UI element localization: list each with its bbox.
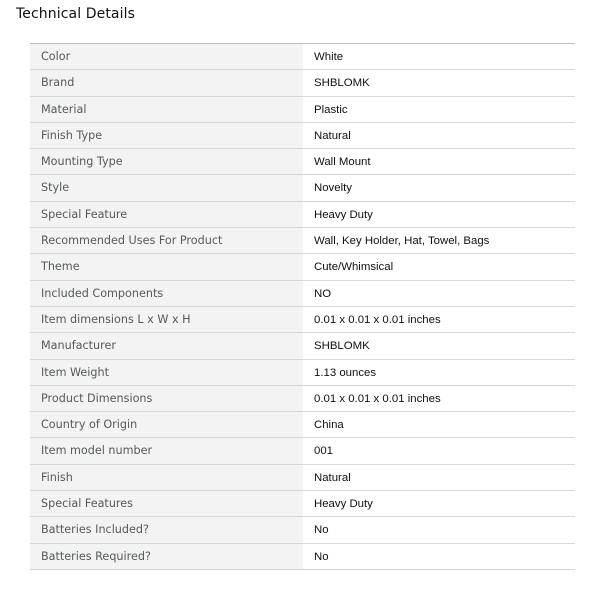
spec-label: Included Components: [30, 281, 303, 306]
spec-row-color: [30, 44, 575, 70]
spec-value: Heavy Duty: [303, 491, 575, 516]
spec-row-item-dimensions: [30, 307, 575, 333]
spec-label: Product Dimensions: [30, 386, 303, 411]
spec-label: Finish Type: [30, 123, 303, 148]
spec-row-product-dimensions: [30, 386, 575, 412]
spec-label: Special Feature: [30, 202, 303, 227]
spec-value: 0.01 x 0.01 x 0.01 inches: [303, 386, 575, 411]
spec-row-country-of-origin: [30, 412, 575, 438]
spec-row-batteries-required: [30, 544, 575, 570]
spec-row-batteries-included: [30, 517, 575, 543]
spec-label: Color: [30, 44, 303, 69]
spec-value: Cute/Whimsical: [303, 254, 575, 279]
technical-details-table: [30, 43, 575, 570]
spec-value: Plastic: [303, 97, 575, 122]
spec-label: Item dimensions L x W x H: [30, 307, 303, 332]
spec-value: China: [303, 412, 575, 437]
spec-row-material: [30, 97, 575, 123]
spec-row-finish-type: [30, 123, 575, 149]
spec-value: Natural: [303, 465, 575, 490]
spec-label: Recommended Uses For Product: [30, 228, 303, 253]
spec-value: Wall, Key Holder, Hat, Towel, Bags: [303, 228, 575, 253]
spec-row-included-components: [30, 281, 575, 307]
spec-value: Heavy Duty: [303, 202, 575, 227]
spec-row-manufacturer: [30, 333, 575, 359]
spec-value: Natural: [303, 123, 575, 148]
spec-row-special-feature: [30, 202, 575, 228]
spec-row-brand: [30, 70, 575, 96]
spec-label: Country of Origin: [30, 412, 303, 437]
spec-label: Finish: [30, 465, 303, 490]
spec-value: Wall Mount: [303, 149, 575, 174]
spec-label: Theme: [30, 254, 303, 279]
spec-label: Material: [30, 97, 303, 122]
spec-row-item-model-number: [30, 438, 575, 464]
spec-row-special-features: [30, 491, 575, 517]
spec-label: Manufacturer: [30, 333, 303, 358]
spec-value: 001: [303, 438, 575, 463]
spec-value: SHBLOMK: [303, 333, 575, 358]
spec-value: 0.01 x 0.01 x 0.01 inches: [303, 307, 575, 332]
spec-label: Item model number: [30, 438, 303, 463]
spec-row-style: [30, 175, 575, 201]
spec-value: White: [303, 44, 575, 69]
spec-label: Mounting Type: [30, 149, 303, 174]
section-title: Technical Details: [16, 6, 135, 22]
spec-row-theme: [30, 254, 575, 280]
spec-label: Batteries Required?: [30, 544, 303, 569]
spec-label: Style: [30, 175, 303, 200]
spec-value: No: [303, 544, 575, 569]
spec-value: No: [303, 517, 575, 542]
spec-row-mounting-type: [30, 149, 575, 175]
spec-label: Batteries Included?: [30, 517, 303, 542]
spec-row-item-weight: [30, 360, 575, 386]
spec-value: Novelty: [303, 175, 575, 200]
spec-value: 1.13 ounces: [303, 360, 575, 385]
spec-row-finish: [30, 465, 575, 491]
spec-label: Item Weight: [30, 360, 303, 385]
spec-row-recommended-uses: [30, 228, 575, 254]
spec-label: Brand: [30, 70, 303, 95]
spec-value: NO: [303, 281, 575, 306]
spec-label: Special Features: [30, 491, 303, 516]
spec-value: SHBLOMK: [303, 70, 575, 95]
